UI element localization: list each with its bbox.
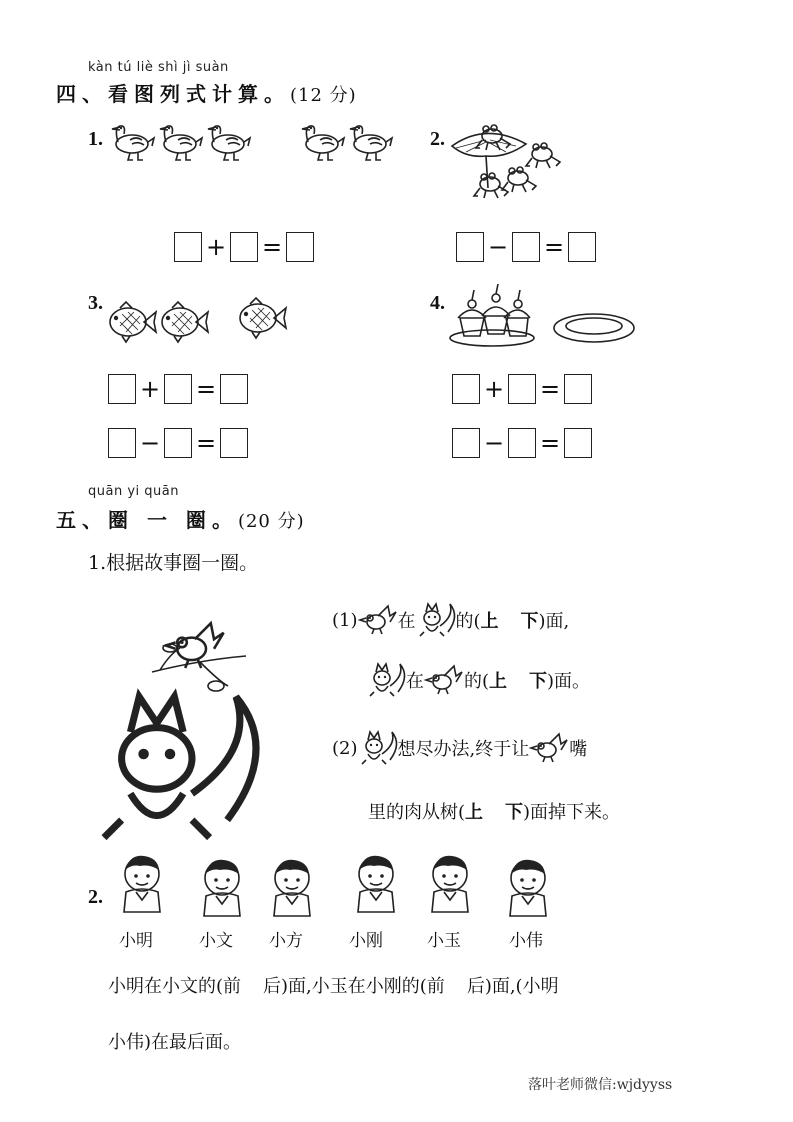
q1-l4-start: 里的肉从树( (368, 802, 466, 823)
section4-score: (12 分) (290, 85, 357, 106)
kid-label: 小方 (269, 931, 303, 951)
q1-title: 1.根据故事圈一圈。 (88, 552, 259, 574)
choice-front[interactable]: 前 (426, 976, 445, 997)
section4-pinyin: kàn tú liè shì jì suàn (88, 60, 229, 75)
section5-heading (56, 504, 305, 533)
cupcake-icon (448, 288, 648, 352)
answer-box[interactable] (220, 374, 248, 404)
problem-2-number: 2. (430, 128, 445, 150)
choice-back[interactable]: 后 (466, 976, 485, 997)
section5-pinyin: quān yi quān (88, 484, 179, 499)
kid-label: 小玉 (427, 931, 461, 951)
kid-label: 小刚 (349, 931, 383, 951)
answer-box[interactable] (174, 232, 202, 262)
answer-box[interactable] (164, 428, 192, 458)
q1-l2-de: 的( (464, 671, 490, 692)
section5-title: 五、圈 一 圈 (56, 508, 212, 532)
plus-sign: + (483, 375, 505, 403)
section4-period: 。 (264, 82, 290, 106)
choice-down[interactable]: 下 (529, 671, 548, 692)
choice-front[interactable]: 前 (223, 976, 242, 997)
q1-part-1-label: (1) (332, 609, 358, 631)
kid-xiaofang-icon (274, 860, 310, 916)
minus-sign: − (483, 429, 505, 457)
problem-3-number: 3. (88, 292, 103, 314)
answer-box[interactable] (452, 428, 480, 458)
equals-sign: = (195, 375, 217, 403)
answer-box[interactable] (230, 232, 258, 262)
problem-2-equation (456, 232, 596, 262)
q1-l2-end: )面。 (547, 671, 591, 692)
equals-sign: = (539, 429, 561, 457)
equals-sign: = (539, 375, 561, 403)
equals-sign: = (261, 233, 283, 261)
answer-box[interactable] (568, 232, 596, 262)
section4-heading (56, 78, 357, 107)
answer-box[interactable] (508, 428, 536, 458)
q1-line-2 (366, 660, 590, 700)
q1-part-2-label: (2) (332, 737, 358, 759)
choice-down[interactable]: 下 (520, 611, 539, 632)
answer-box[interactable] (564, 374, 592, 404)
q1-line-4 (368, 798, 620, 824)
q1-l1-end: )面, (538, 611, 570, 632)
kid-xiaoyu-icon (432, 856, 468, 912)
problem-3-equation-subtract (108, 428, 248, 458)
fox-icon (416, 600, 456, 640)
problem-1-number: 1. (88, 128, 103, 150)
kid-xiaowei-icon (510, 860, 546, 916)
answer-box[interactable] (108, 374, 136, 404)
answer-box[interactable] (456, 232, 484, 262)
answer-box[interactable] (508, 374, 536, 404)
fox-icon (358, 728, 398, 768)
fish-icon (106, 298, 306, 348)
q1-l2-in: 在 (406, 671, 424, 692)
minus-sign: − (487, 233, 509, 261)
plus-sign: + (139, 375, 161, 403)
choice-up[interactable]: 上 (489, 671, 508, 692)
q2-sentence-1 (108, 972, 559, 998)
answer-box[interactable] (564, 428, 592, 458)
kid-xiaowen-icon (204, 860, 240, 916)
kid-label: 小伟 (509, 931, 543, 951)
q1-l1-in: 在 (397, 611, 416, 632)
problem-4-equation-add (452, 374, 592, 404)
section4-title: 四、看图列式计算 (56, 82, 264, 106)
q2-s1b: )面,小玉在小刚的( (281, 976, 427, 997)
choice-up[interactable]: 上 (465, 802, 484, 823)
q2-sentence-2: 小伟)在最后面。 (108, 1032, 242, 1053)
section5-score: (20 分) (237, 511, 305, 532)
problem-1-equation (174, 232, 314, 262)
answer-box[interactable] (220, 428, 248, 458)
kid-label: 小明 (119, 931, 153, 951)
problem-3-equation-add (108, 374, 248, 404)
q2-s1a: 小明在小文的( (108, 976, 224, 997)
kids-illustration (108, 852, 588, 918)
q1-l4-end: )面掉下来。 (523, 802, 621, 823)
q1-line-3 (332, 728, 587, 768)
q1-line-1 (332, 600, 569, 640)
q1-l3-mid: 想尽办法,终于让 (397, 739, 530, 760)
section5-period: 。 (211, 508, 238, 532)
choice-down[interactable]: 下 (505, 802, 524, 823)
story-illustration (100, 612, 260, 802)
q1-l1-de: 的( (455, 611, 481, 632)
choice-up[interactable]: 上 (480, 611, 499, 632)
duck-icon (108, 118, 388, 168)
equals-sign: = (543, 233, 565, 261)
choice-back[interactable]: 后 (263, 976, 282, 997)
problem-4-number: 4. (430, 292, 445, 314)
kid-xiaogang-icon (358, 856, 394, 912)
bird-icon (358, 602, 398, 638)
problem-4-equation-subtract (452, 428, 592, 458)
q1-l3-end: 嘴 (569, 739, 588, 760)
q2-number: 2. (88, 886, 103, 908)
plus-sign: + (205, 233, 227, 261)
answer-box[interactable] (286, 232, 314, 262)
minus-sign: − (139, 429, 161, 457)
bird-icon (529, 730, 569, 766)
answer-box[interactable] (452, 374, 480, 404)
fox-icon (366, 660, 406, 700)
equals-sign: = (195, 429, 217, 457)
footer-credit: 落叶老师微信:wjdyyss (528, 1077, 673, 1093)
bird-icon (424, 662, 464, 698)
kid-label: 小文 (199, 931, 233, 951)
answer-box[interactable] (164, 374, 192, 404)
kid-xiaoming-icon (124, 856, 160, 912)
frog-icon (446, 118, 586, 208)
q2-s1c: )面,(小明 (484, 976, 559, 997)
answer-box[interactable] (108, 428, 136, 458)
answer-box[interactable] (512, 232, 540, 262)
